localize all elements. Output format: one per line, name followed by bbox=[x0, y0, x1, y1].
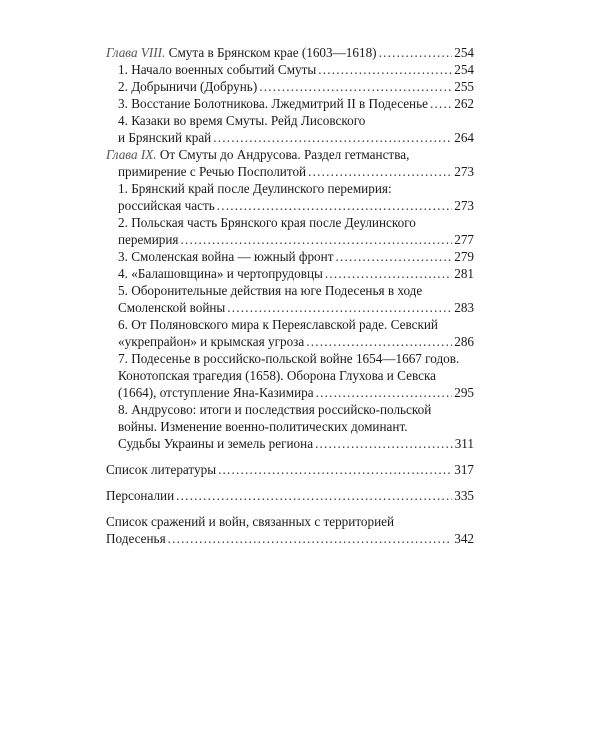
page-number: 283 bbox=[454, 300, 474, 315]
battles-label-line1: Список сражений и войн, связанных с территорией bbox=[106, 514, 395, 529]
toc-bibliography[interactable] bbox=[106, 461, 474, 478]
leader-dots bbox=[316, 384, 453, 401]
toc-persons[interactable] bbox=[106, 487, 474, 504]
leader-dots bbox=[325, 265, 452, 282]
section-label-line2: войны. Изменение военно-политических доминант. bbox=[118, 419, 408, 434]
section-label-line1: 4. Казаки во время Смуты. Рейд Лисовского bbox=[118, 113, 366, 128]
section-label: 4. «Балашовщина» и чертопрудовцы bbox=[118, 266, 323, 281]
page-number: 281 bbox=[454, 266, 474, 281]
leader-dots bbox=[318, 61, 452, 78]
page-number: 255 bbox=[454, 79, 474, 94]
section-label-line1: 8. Андрусово: итоги и последствия российско-польской bbox=[118, 402, 432, 417]
toc-section-9-2[interactable] bbox=[106, 214, 474, 248]
page-number: 286 bbox=[454, 334, 474, 349]
toc-chapter-8[interactable] bbox=[106, 44, 474, 61]
toc-section-8-1[interactable] bbox=[106, 61, 474, 78]
section-label: 2. Добрыничи (Добрунь) bbox=[118, 79, 258, 94]
leader-dots bbox=[379, 44, 453, 61]
toc-section-9-3[interactable] bbox=[106, 248, 474, 265]
toc-section-9-6[interactable] bbox=[106, 316, 474, 350]
section-label: 1. Начало военных событий Смуты bbox=[118, 62, 317, 77]
leader-dots bbox=[308, 163, 452, 180]
section-label-line3: Судьбы Украины и земель региона bbox=[118, 436, 314, 451]
toc-section-9-4[interactable] bbox=[106, 265, 474, 282]
page-number: 311 bbox=[454, 436, 474, 451]
toc-section-8-3[interactable] bbox=[106, 95, 474, 112]
bibliography-label: Список литературы bbox=[106, 462, 217, 477]
page-number: 273 bbox=[454, 164, 474, 179]
page-number: 342 bbox=[454, 531, 474, 546]
section-label-line2: «укрепрайон» и крымская угроза bbox=[118, 334, 305, 349]
chapter-9-title-line1: От Смуты до Андрусова. Раздел гетманства, bbox=[156, 147, 410, 162]
section-label-line1: 6. От Поляновского мира к Переяславской раде. Севский bbox=[118, 317, 438, 332]
page-number: 335 bbox=[454, 488, 474, 503]
toc-section-9-1[interactable] bbox=[106, 180, 474, 214]
section-label-line2: Конотопская трагедия (1658). Оборона Глухова и Севска bbox=[118, 368, 437, 383]
page-number: 279 bbox=[454, 249, 474, 264]
page-number: 277 bbox=[454, 232, 474, 247]
page-number: 254 bbox=[454, 62, 474, 77]
section-label-line3: (1664), отступление Яна-Казимира bbox=[118, 385, 314, 400]
page-number: 254 bbox=[454, 45, 474, 60]
leader-dots bbox=[430, 95, 452, 112]
table-of-contents bbox=[106, 44, 474, 547]
page-number: 262 bbox=[454, 96, 474, 111]
toc-section-9-5[interactable] bbox=[106, 282, 474, 316]
leader-dots bbox=[306, 333, 452, 350]
leader-dots bbox=[259, 78, 452, 95]
toc-chapter-9[interactable] bbox=[106, 146, 474, 180]
section-label-line1: 7. Подесенье в российско-польской войне 1654—1667 годов. bbox=[118, 351, 460, 366]
toc-battles[interactable] bbox=[106, 513, 474, 547]
toc-section-9-7[interactable] bbox=[106, 350, 474, 401]
section-label-line2: Смоленской войны bbox=[118, 300, 226, 315]
page-number: 264 bbox=[454, 130, 474, 145]
leader-dots bbox=[176, 487, 452, 504]
section-label-line1: 5. Оборонительные действия на юге Подесенья в ходе bbox=[118, 283, 423, 298]
page-number: 295 bbox=[454, 385, 474, 400]
page-number: 317 bbox=[454, 462, 474, 477]
chapter-9-title-line2: примирение с Речью Посполитой bbox=[118, 164, 307, 179]
chapter-8-prefix: Глава VIII. bbox=[106, 45, 166, 60]
leader-dots bbox=[213, 129, 452, 146]
section-label-line2: перемирия bbox=[118, 232, 179, 247]
leader-dots bbox=[227, 299, 452, 316]
chapter-9-prefix: Глава IX. bbox=[106, 147, 157, 162]
section-label-line1: 1. Брянский край после Деулинского перемирия: bbox=[118, 181, 392, 196]
section-label-line2: российская часть bbox=[118, 198, 215, 213]
toc-section-9-8[interactable] bbox=[106, 401, 474, 452]
section-label: 3. Восстание Болотникова. Лжедмитрий II в Подесенье bbox=[118, 96, 428, 111]
persons-label: Персоналии bbox=[106, 488, 175, 503]
leader-dots bbox=[180, 231, 452, 248]
leader-dots bbox=[315, 435, 453, 452]
leader-dots bbox=[168, 530, 453, 547]
section-label-line1: 2. Польская часть Брянского края после Деулинского bbox=[118, 215, 416, 230]
leader-dots bbox=[335, 248, 452, 265]
battles-label-line2: Подесенья bbox=[106, 531, 166, 546]
toc-section-8-2[interactable] bbox=[106, 78, 474, 95]
toc-section-8-4[interactable] bbox=[106, 112, 474, 146]
page-number: 273 bbox=[454, 198, 474, 213]
leader-dots bbox=[217, 197, 452, 214]
chapter-8-title: Смута в Брянском крае (1603—1618) bbox=[165, 45, 377, 60]
section-label-line2: и Брянский край bbox=[118, 130, 212, 145]
leader-dots bbox=[218, 461, 452, 478]
section-label: 3. Смоленская война — южный фронт bbox=[118, 249, 334, 264]
